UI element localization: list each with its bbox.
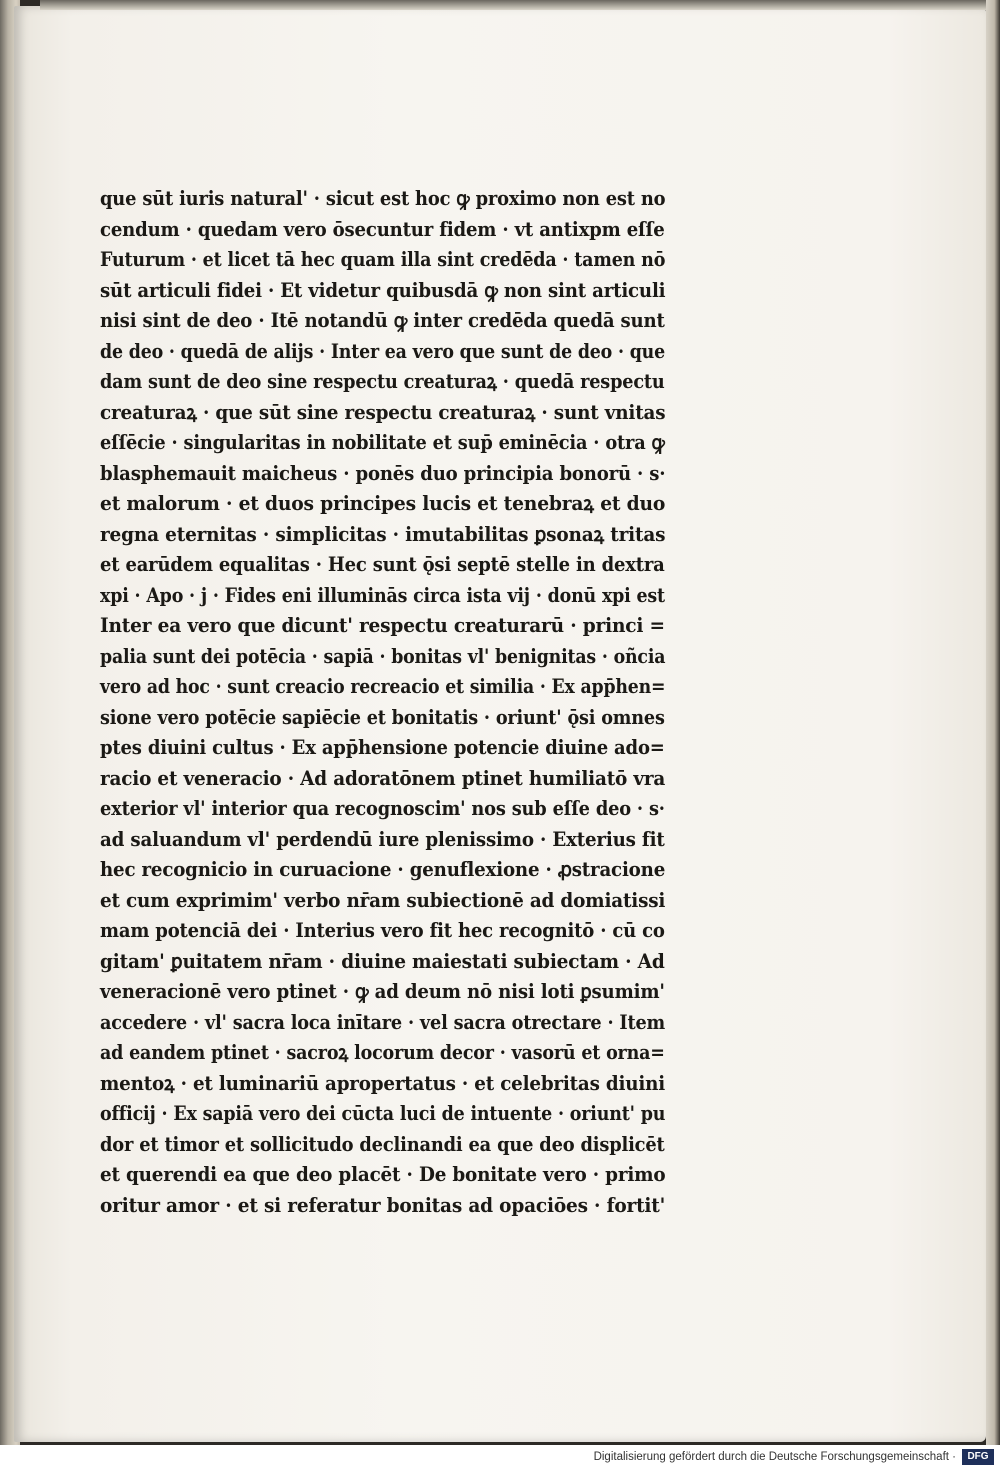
text-line: cendum · quedam vero ōsecuntur fidem · vt antixpm eſſe bbox=[100, 217, 665, 241]
text-line: racio et veneracio · Ad adoratōnem ptinet humiliatō vra bbox=[100, 766, 666, 790]
printed-text-block bbox=[100, 184, 665, 1221]
text-line: et querendi ea que deo placēt · De bonitate vero · primo bbox=[100, 1163, 666, 1186]
text-line: nisi sint de deo · Itē notandū ꝙ inter credēda quedā sunt bbox=[100, 309, 665, 332]
digitization-credit: Digitalisierung gefördert durch die Deutsche Forschungsgemeinschaft · bbox=[593, 1451, 956, 1463]
text-line: regna eternitas · simplicitas · imutabilitas ꝑsonaꝝ tritas bbox=[100, 522, 666, 546]
text-line: Inter ea vero que dicunt' respectu creaturarū · princi = bbox=[100, 614, 665, 637]
text-line: et malorum · et duos principes lucis et tenebraꝝ et duo bbox=[100, 492, 666, 515]
text-line: creaturaꝝ · que sūt sine respectu creaturaꝝ · sunt vnitas bbox=[100, 400, 666, 424]
dfg-logo: DFG bbox=[962, 1449, 994, 1465]
text-line: blasphemauit maicheus · ponēs duo principia bonorū · s· bbox=[100, 461, 666, 485]
text-line: que sūt iuris natural' · sicut est hoc ꝙ proximo non est no bbox=[100, 187, 666, 210]
page-top-edge bbox=[40, 0, 1000, 10]
text-line: dam sunt de deo sine respectu creaturaꝝ · quedā respectu bbox=[100, 370, 665, 393]
text-line: eſſēcie · singularitas in nobilitate et sup̄ eminēcia · otra ꝙ bbox=[100, 431, 665, 454]
text-line: oritur amor · et si referatur bonitas ad opaciōes · fortit' bbox=[100, 1193, 666, 1217]
text-line: mam potenciā dei · Interius vero fit hec recognitō · cū co bbox=[100, 919, 665, 942]
text-line: ptes diuini cultus · Ex app̄hensione potencie diuine ado= bbox=[100, 736, 665, 759]
text-line: mentoꝝ · et luminariū apropertatus · et celebritas diuini bbox=[100, 1071, 666, 1095]
text-line: et cum exprimim' verbo nr̄am subiectionē ad domiatissi bbox=[100, 888, 666, 912]
text-line: ad saluandum vl' perdendū iure plenissimo · Exterius fit bbox=[100, 827, 665, 851]
text-line: exterior vl' interior qua recognoscim' nos sub eſſe deo · s· bbox=[100, 797, 665, 820]
text-line: et earūdem equalitas · Hec sunt ǭsi septē stelle in dextra bbox=[100, 553, 665, 576]
text-line: ad eandem ptinet · sacroꝝ locorum decor · vasorū et orna= bbox=[100, 1041, 665, 1064]
text-line: xpi · Apo · j · Fides eni illuminās circa ista vij · donū xpi est bbox=[100, 583, 665, 607]
text-line: dor et timor et sollicitudo declinandi ea que deo displicēt bbox=[100, 1132, 665, 1156]
text-line: sūt articuli fidei · Et videtur quibusdā ꝙ non sint articuli bbox=[100, 278, 666, 302]
text-line: veneracionē vero ptinet · ꝙ ad deum nō nisi loti ꝑsumim' bbox=[100, 980, 665, 1003]
text-line: gitam' ꝑuitatem nr̄am · diuine maiestati subiectam · Ad bbox=[100, 949, 665, 973]
text-line: officij · Ex sapiā vero dei cūcta luci de intuente · oriunt' pu bbox=[100, 1102, 666, 1125]
text-line: accedere · vl' sacra loca inītare · vel sacra otrectare · Item bbox=[100, 1010, 666, 1034]
text-line: vero ad hoc · sunt creacio recreacio et similia · Ex app̄hen= bbox=[100, 675, 666, 698]
text-line: sione vero potēcie sapiēcie et bonitatis · oriunt' ǭsi omnes bbox=[100, 705, 665, 729]
text-line: palia sunt dei potēcia · sapiā · bonitas vl' benignitas · oñcia bbox=[100, 644, 666, 668]
text-line: Futurum · et licet tā hec quam illa sint credēda · tamen nō bbox=[100, 248, 666, 271]
text-line: de deo · quedā de alijs · Inter ea vero que sunt de deo · que bbox=[100, 339, 666, 363]
text-line: hec recognicio in curuacione · genuflexione · ꝓstracione bbox=[100, 858, 666, 881]
page-fore-edge bbox=[986, 0, 1000, 1445]
